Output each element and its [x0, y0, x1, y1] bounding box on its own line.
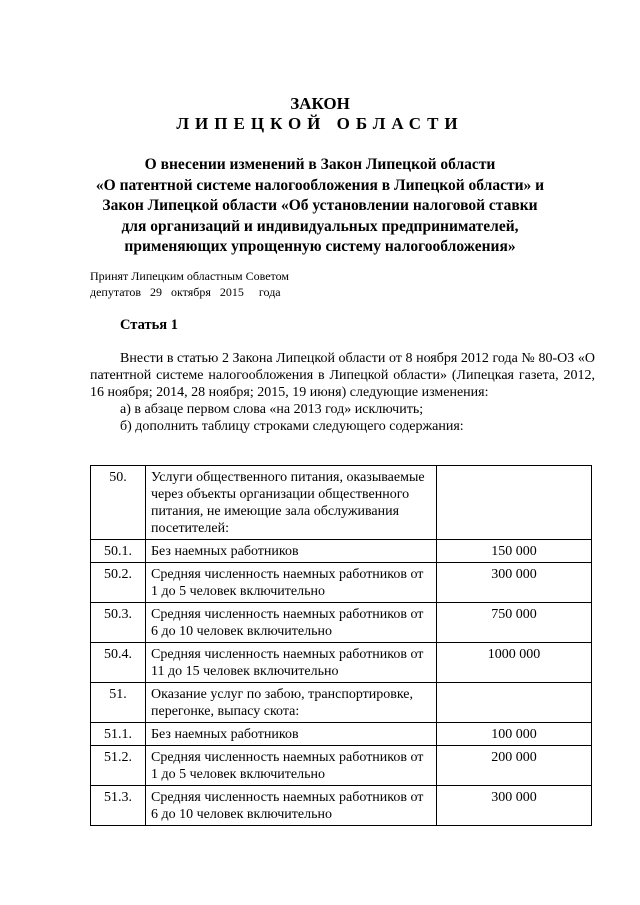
row-value: 300 000 [437, 563, 592, 603]
row-description: Без наемных работников [146, 723, 437, 746]
subtitle-line: Закон Липецкой области «Об установлении налоговой ставки [102, 197, 538, 214]
adoption-date-line: депутатов 29 октября 2015 года [90, 285, 281, 299]
row-value: 100 000 [437, 723, 592, 746]
row-description: Услуги общественного питания, оказываемые через объекты организации общественного питания, не имеющие зала обслуживания посетителей: [146, 466, 437, 540]
article-item-b: б) дополнить таблицу строками следующего содержания: [120, 419, 464, 434]
row-number: 51.3. [91, 786, 146, 826]
row-number: 50.3. [91, 603, 146, 643]
subtitle-line: «О патентной системе налогообложения в Липецкой области» и [95, 176, 545, 194]
table-row [91, 563, 592, 603]
table-row [91, 723, 592, 746]
row-description: Средняя численность наемных работников от 6 до 10 человек включительно [146, 603, 437, 643]
region-title: ЛИПЕЦКОЙ ОБЛАСТИ [176, 114, 464, 133]
article-body [90, 350, 595, 435]
row-value: 150 000 [437, 540, 592, 563]
row-description: Средняя численность наемных работников от 1 до 5 человек включительно [146, 563, 437, 603]
table-row [91, 746, 592, 786]
subtitle-line: для организаций и индивидуальных предпринимателей, [121, 217, 519, 235]
article-item-a: а) в абзаце первом слова «на 2013 год» исключить; [120, 402, 424, 417]
row-value [437, 683, 592, 723]
row-value: 1000 000 [437, 643, 592, 683]
row-number: 51.1. [91, 723, 146, 746]
law-title: ЗАКОН [290, 94, 350, 113]
article-heading: Статья 1 [120, 317, 178, 333]
subtitle-line: применяющих упрощенную систему налогообложения» [124, 238, 516, 255]
adoption-note [90, 268, 289, 300]
rates-table [90, 465, 592, 826]
row-number: 50.4. [91, 643, 146, 683]
row-number: 50.2. [91, 563, 146, 603]
table-row [91, 643, 592, 683]
table-row [91, 603, 592, 643]
row-value: 200 000 [437, 746, 592, 786]
row-description: Оказание услуг по забою, транспортировке, перегонке, выпасу скота: [146, 683, 437, 723]
table-row [91, 540, 592, 563]
row-value: 750 000 [437, 603, 592, 643]
row-value [437, 466, 592, 540]
article-intro: Внести в статью 2 Закона Липецкой области от 8 ноября 2012 года № 80-ОЗ «О патентной системе налогообложения в Липецкой области» (Липецкая газета, 2012, 16 ноября; 2014, 28 ноября; 2015, 19 июня) следующие изменения: [90, 351, 595, 400]
row-description: Средняя численность наемных работников от 11 до 15 человек включительно [146, 643, 437, 683]
row-number: 51. [91, 683, 146, 723]
adoption-line: Принят Липецким областным Советом [90, 269, 289, 283]
row-description: Средняя численность наемных работников от 6 до 10 человек включительно [146, 786, 437, 826]
row-number: 50. [91, 466, 146, 540]
row-description: Без наемных работников [146, 540, 437, 563]
table-row [91, 466, 592, 540]
row-number: 50.1. [91, 540, 146, 563]
row-value: 300 000 [437, 786, 592, 826]
table-row [91, 683, 592, 723]
subtitle-line: О внесении изменений в Закон Липецкой области [144, 156, 496, 173]
law-subtitle [70, 155, 570, 258]
row-number: 51.2. [91, 746, 146, 786]
row-description: Средняя численность наемных работников от 1 до 5 человек включительно [146, 746, 437, 786]
table-row [91, 786, 592, 826]
